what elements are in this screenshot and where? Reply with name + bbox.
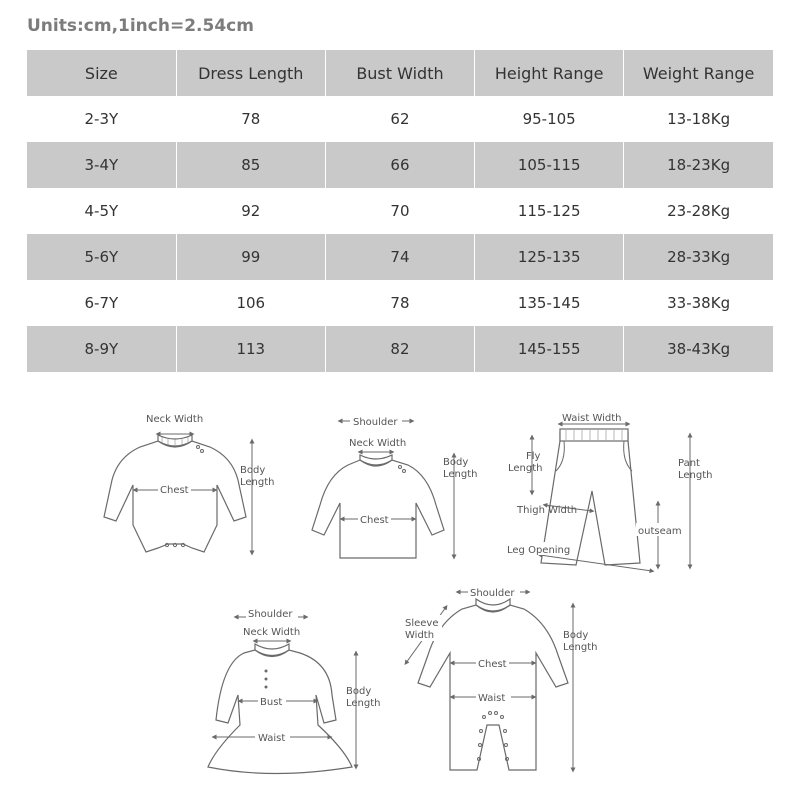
cell-height-range: 105-115 (475, 142, 624, 188)
romper-waist-label: Waist (478, 693, 506, 704)
cell-dress-length: 78 (176, 96, 325, 142)
romper-shoulder-label: Shoulder (470, 588, 515, 599)
cell-height-range: 145-155 (475, 326, 624, 372)
cell-size: 8-9Y (27, 326, 176, 372)
cell-dress-length: 106 (176, 280, 325, 326)
bodysuit-body-length-label: Body (240, 465, 266, 476)
pants-pant-length-label-2: Length (678, 470, 713, 481)
cell-height-range: 125-135 (475, 234, 624, 280)
header-size: Size (27, 50, 176, 96)
cell-size: 5-6Y (27, 234, 176, 280)
romper-body-length-label-2: Length (563, 642, 598, 653)
header-bust-width: Bust Width (325, 50, 474, 96)
tshirt-diagram (312, 414, 478, 558)
tshirt-shoulder-label: Shoulder (353, 417, 398, 428)
cell-bust-width: 74 (325, 234, 474, 280)
cell-dress-length: 113 (176, 326, 325, 372)
tshirt-body-length-label-2: Length (443, 469, 478, 480)
cell-bust-width: 70 (325, 188, 474, 234)
cell-dress-length: 99 (176, 234, 325, 280)
tshirt-neck-width-label: Neck Width (349, 438, 407, 449)
table-row (27, 280, 773, 326)
cell-bust-width: 62 (325, 96, 474, 142)
header-height-range: Height Range (475, 50, 624, 96)
table-row (27, 326, 773, 372)
size-chart-table (27, 50, 773, 372)
pants-fly-length-label-2: Length (508, 463, 543, 474)
dress-waist-label: Waist (258, 733, 286, 744)
units-note: Units:cm,1inch=2.54cm (27, 16, 254, 36)
cell-size: 4-5Y (27, 188, 176, 234)
dress-neck-width-label: Neck Width (243, 627, 301, 638)
pants-pant-length-label: Pant (678, 458, 700, 469)
pants-thigh-width-label: Thigh Width (517, 505, 578, 516)
bodysuit-neck-width-label: Neck Width (146, 414, 204, 425)
pants-fly-length-label: Fly (526, 451, 541, 462)
cell-height-range: 115-125 (475, 188, 624, 234)
pants-diagram (505, 413, 713, 571)
pants-leg-opening-label: Leg Opening (507, 545, 571, 556)
table-row (27, 96, 773, 142)
bodysuit-body-length-label-2: Length (240, 477, 275, 488)
cell-dress-length: 85 (176, 142, 325, 188)
cell-weight-range: 28-33Kg (624, 234, 773, 280)
cell-weight-range: 23-28Kg (667, 202, 731, 220)
table-header-row (27, 50, 773, 96)
cell-height-range: 135-145 (475, 280, 624, 326)
romper-sleeve-width-label: Sleeve (405, 618, 439, 629)
table-row (27, 234, 773, 280)
pants-waist-width-label: Waist Width (562, 413, 622, 424)
dress-bust-label: Bust (260, 697, 283, 708)
table-row (27, 188, 773, 234)
romper-body-length-label: Body (563, 630, 589, 641)
measurement-diagrams (0, 395, 800, 795)
cell-size: 2-3Y (27, 96, 176, 142)
cell-weight-range: 13-18Kg (667, 110, 731, 128)
dress-body-length-label-2: Length (346, 698, 381, 709)
romper-diagram (402, 585, 598, 770)
romper-sleeve-width-label-2: Width (405, 630, 435, 641)
header-weight-range: Weight Range (624, 50, 773, 96)
cell-weight-range: 33-38Kg (667, 294, 731, 312)
dress-shoulder-label: Shoulder (248, 609, 293, 620)
tshirt-chest-label: Chest (360, 515, 389, 526)
bodysuit-chest-label: Chest (160, 485, 189, 496)
cell-bust-width: 82 (325, 326, 474, 372)
cell-height-range: 95-105 (475, 96, 624, 142)
dress-diagram (208, 606, 381, 774)
cell-size: 6-7Y (27, 280, 176, 326)
cell-dress-length: 92 (176, 188, 325, 234)
dress-body-length-label: Body (346, 686, 372, 697)
bodysuit-diagram (104, 414, 275, 553)
pants-outseam-label: outseam (638, 526, 682, 537)
table-row (27, 142, 773, 188)
header-dress-length: Dress Length (176, 50, 325, 96)
cell-weight-range: 38-43Kg (624, 326, 773, 372)
tshirt-body-length-label: Body (443, 457, 469, 468)
cell-bust-width: 78 (325, 280, 474, 326)
romper-chest-label: Chest (478, 659, 507, 670)
cell-bust-width: 66 (325, 142, 474, 188)
cell-weight-range: 18-23Kg (624, 142, 773, 188)
cell-size: 3-4Y (27, 142, 176, 188)
